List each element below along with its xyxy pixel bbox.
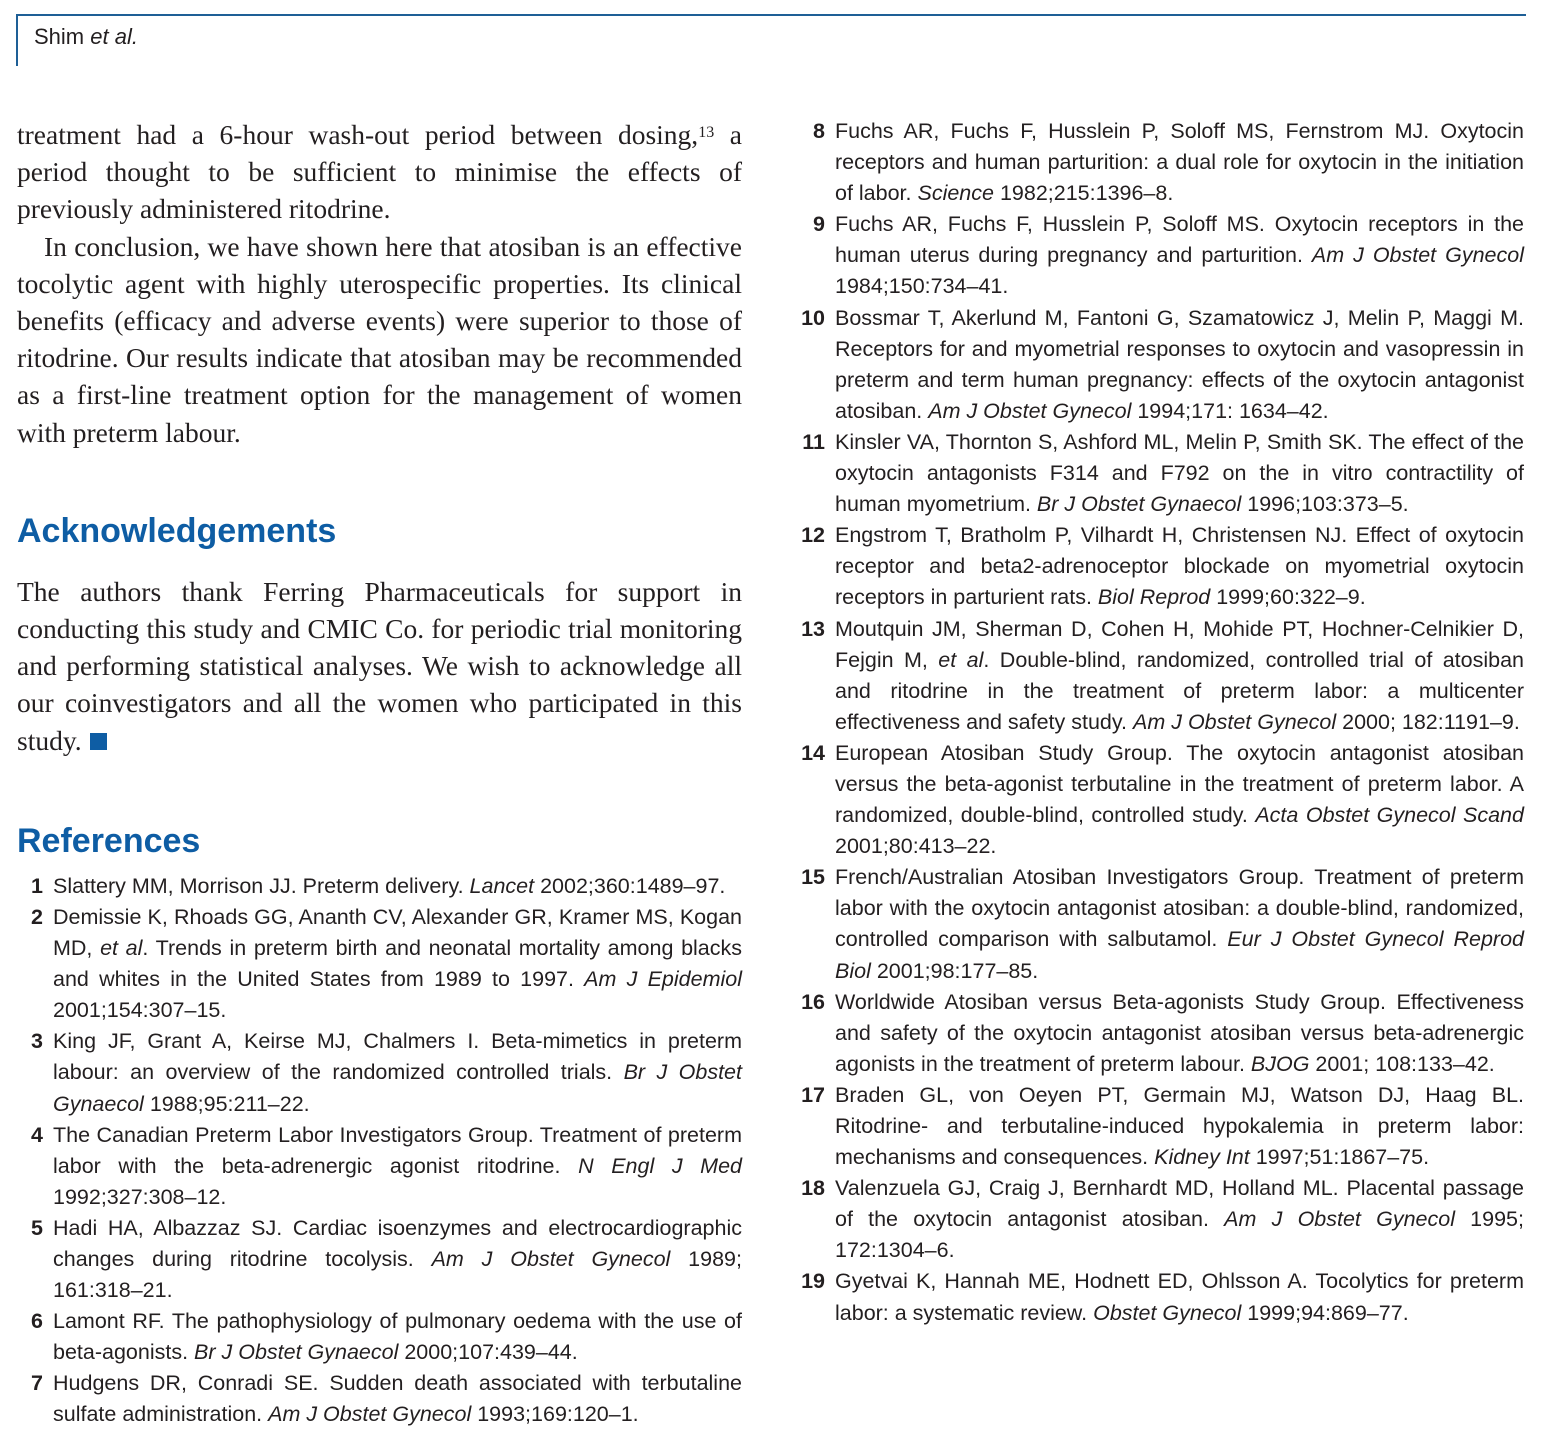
reference-text	[835, 303, 1524, 427]
reference-item	[797, 862, 1524, 986]
reference-post: 1995; 172:1304–6.	[835, 1207, 1524, 1263]
reference-mid: . Trends in preterm birth and neonatal mortality among blacks and whites in the United States from 1989 to 1997.	[53, 936, 743, 992]
reference-post: 2001;80:413–22.	[835, 834, 997, 859]
reference-text	[835, 209, 1524, 302]
reference-item	[17, 1213, 742, 1306]
reference-pre: Braden GL, von Oeyen PT, Germain MJ, Watson DJ, Haag BL. Ritodrine- and terbutaline-induced hypokalemia in preterm labor: mechanisms and consequences.	[835, 1082, 1524, 1170]
body-paragraph-1	[17, 116, 742, 228]
reference-pre: King JF, Grant A, Keirse MJ, Chalmers I. Beta-mimetics in preterm labour: an overview of the randomized controlled trials.	[53, 1029, 742, 1085]
reference-journal: Biol Reprod	[1097, 585, 1211, 610]
reference-journal: N Engl J Med	[578, 1153, 742, 1178]
reference-journal: Am J Obstet Gynecol	[1311, 243, 1524, 268]
reference-number: 5	[31, 1215, 43, 1240]
reference-pre: French/Australian Atosiban Investigators Group. Treatment of preterm labor with the oxytocin antagonist atosiban: a double-blind, randomized, controlled comparison with salbutamol.	[835, 865, 1524, 952]
reference-item	[797, 427, 1524, 520]
reference-text	[835, 1080, 1524, 1173]
reference-number: 13	[801, 616, 825, 641]
reference-number: 2	[31, 904, 43, 929]
reference-mid: . Double-blind, randomized, controlled trial of atosiban and ritodrine in the treatment of preterm labor: a multicenter effectiveness and safety study.	[835, 647, 1524, 734]
reference-text	[53, 1306, 742, 1368]
reference-post: 1994;171: 1634–42.	[1131, 398, 1329, 423]
reference-post: 2001; 108:133–42.	[1309, 1051, 1495, 1076]
reference-pre: European Atosiban Study Group. The oxytocin antagonist atosiban versus the beta-agonist terbutaline in the treatment of preterm labor. A randomized, double-blind, controlled study.	[835, 740, 1524, 828]
reference-number: 9	[813, 212, 825, 237]
running-header	[16, 14, 1526, 66]
reference-item	[17, 1368, 742, 1430]
reference-post: 1984;150:734–41.	[835, 274, 1009, 299]
reference-journal: Am J Obstet Gynecol	[431, 1246, 671, 1271]
reference-pre: Kinsler VA, Thornton S, Ashford ML, Melin P, Smith SK. The effect of the oxytocin antagonists F314 and F792 on the in vitro contractility of human myometrium.	[835, 429, 1524, 517]
reference-journal: Science	[917, 181, 994, 206]
right-column	[797, 116, 1524, 1329]
reference-pre: Fuchs AR, Fuchs F, Husslein P, Soloff MS, Fernstrom MJ. Oxytocin receptors and human parturition: a dual role for oxytocin in the initiation of labor.	[835, 119, 1524, 206]
reference-journal: BJOG	[1250, 1051, 1310, 1076]
reference-pre: Valenzuela GJ, Craig J, Bernhardt MD, Holland ML. Placental passage of the oxytocin antagonist atosiban.	[835, 1176, 1524, 1232]
reference-item	[797, 614, 1524, 738]
reference-journal: Am J Epidemiol	[584, 967, 742, 992]
reference-item	[797, 1266, 1524, 1328]
reference-text	[835, 987, 1524, 1080]
reference-number: 14	[801, 740, 825, 765]
reference-text	[53, 871, 742, 902]
reference-post: 1996;103:373–5.	[1241, 492, 1409, 517]
reference-item	[17, 902, 742, 1026]
reference-number: 4	[31, 1122, 43, 1147]
reference-item	[797, 738, 1524, 862]
reference-item	[797, 1080, 1524, 1173]
acknowledgements-text: The authors thank Ferring Pharmaceuticals for support in conducting this study and CMIC Co. for periodic trial monitoring and performing statistical analyses. We wish to acknowledge all our coinvestigators and all the women who participated in this study.	[17, 575, 742, 756]
reference-item	[17, 1306, 742, 1368]
reference-text	[53, 1368, 742, 1430]
reference-number: 1	[31, 873, 43, 898]
reference-text	[835, 116, 1524, 209]
header-author: Shim	[34, 24, 85, 49]
reference-journal: Br J Obstet Gynaecol	[1036, 492, 1242, 517]
references-heading: References	[17, 821, 201, 860]
reference-pre: Hadi HA, Albazzaz SJ. Cardiac isoenzymes and electrocardiographic changes during ritodrine tocolysis.	[53, 1215, 742, 1271]
reference-number: 17	[801, 1082, 825, 1107]
references-list-right	[797, 116, 1524, 1329]
acknowledgements-paragraph	[17, 573, 742, 759]
reference-number: 12	[801, 523, 825, 548]
reference-item	[17, 1026, 742, 1119]
reference-text	[835, 738, 1524, 862]
reference-number: 8	[813, 119, 825, 143]
reference-journal: Eur J Obstet Gynecol Reprod Biol	[835, 927, 1524, 983]
reference-item	[797, 987, 1524, 1080]
reference-pre: Fuchs AR, Fuchs F, Husslein P, Soloff MS. Oxytocin receptors in the human uterus during pregnancy and parturition.	[835, 212, 1524, 268]
reference-post: 1989; 161:318–21.	[53, 1246, 742, 1303]
reference-number: 16	[801, 989, 825, 1014]
reference-post: 1982;215:1396–8.	[993, 181, 1174, 206]
reference-pre: Lamont RF. The pathophysiology of pulmonary oedema with the use of beta-agonists.	[53, 1309, 742, 1365]
reference-post: 2001;98:177–85.	[870, 958, 1039, 983]
reference-journal: Br J Obstet Gynaecol	[194, 1340, 399, 1365]
reference-text	[53, 902, 742, 1026]
reference-number: 19	[801, 1269, 825, 1294]
references-list-left	[17, 871, 742, 1431]
reference-post: 2000; 182:1191–9.	[1336, 709, 1520, 734]
reference-post: 2000;107:439–44.	[398, 1340, 578, 1365]
reference-post: 1999;94:869–77.	[1241, 1300, 1409, 1325]
reference-number: 3	[31, 1029, 43, 1054]
reference-text	[53, 1213, 742, 1306]
reference-text	[835, 1266, 1524, 1328]
reference-number: 11	[802, 429, 825, 454]
reference-text	[835, 520, 1524, 613]
body-paragraph-2: In conclusion, we have shown here that atosiban is an effective tocolytic agent with highly uterospecific properties. Its clinical benefits (efficacy and adverse events) were superior to those of ritodrine. Our results indicate that atosiban may be recommended as a first-line treatment option for the management of women with preterm labour.	[17, 230, 742, 448]
reference-item	[797, 116, 1524, 209]
reference-text	[835, 614, 1524, 738]
reference-number: 6	[31, 1309, 43, 1334]
reference-etal: et al	[100, 936, 143, 961]
reference-text	[53, 1026, 742, 1119]
reference-journal: Am J Obstet Gynecol	[928, 398, 1132, 423]
reference-journal: Am J Obstet Gynecol	[268, 1402, 472, 1427]
reference-post: 1992;327:308–12.	[53, 1184, 227, 1209]
running-header-authors	[34, 24, 138, 50]
reference-pre: Slattery MM, Morrison JJ. Preterm delivery.	[53, 873, 470, 898]
acknowledgements-heading: Acknowledgements	[17, 511, 337, 550]
citation-superscript: 13	[698, 124, 715, 141]
reference-pre: The Canadian Preterm Labor Investigators Group. Treatment of preterm labor with the beta-adrenergic agonist ritodrine.	[53, 1122, 742, 1178]
end-of-article-square-icon	[90, 733, 107, 750]
reference-pre: Engstrom T, Bratholm P, Vilhardt H, Christensen NJ. Effect of oxytocin receptor and beta2-adrenoceptor blockade on myometrial oxytocin receptors in parturient rats.	[835, 523, 1524, 610]
reference-text	[835, 862, 1524, 986]
reference-item	[17, 871, 742, 902]
reference-journal: Obstet Gynecol	[1093, 1300, 1242, 1325]
left-column	[17, 116, 742, 1431]
reference-pre: Hudgens DR, Conradi SE. Sudden death associated with terbutaline sulfate administration.	[53, 1371, 742, 1427]
reference-item	[17, 1120, 742, 1213]
reference-journal: Br J Obstet Gynaecol	[53, 1060, 742, 1116]
reference-item	[797, 209, 1524, 302]
reference-post: 2001;154:307–15.	[53, 998, 227, 1023]
reference-text	[835, 1173, 1524, 1266]
reference-number: 18	[801, 1176, 825, 1201]
reference-item	[797, 1173, 1524, 1266]
reference-number: 15	[801, 865, 825, 890]
header-et-al: et al.	[90, 24, 138, 49]
reference-text	[53, 1120, 742, 1213]
reference-journal: Am J Obstet Gynecol	[1224, 1207, 1455, 1232]
reference-pre: Worldwide Atosiban versus Beta-agonists Study Group. Effectiveness and safety of the oxytocin antagonist atosiban versus beta-adrenergic agonists in the treatment of preterm labour.	[835, 989, 1524, 1076]
reference-item	[797, 520, 1524, 613]
reference-pre: Moutquin JM, Sherman D, Cohen H, Mohide PT, Hochner-Celnikier D, Fejgin M,	[835, 616, 1524, 672]
reference-post: 1999;60:322–9.	[1210, 585, 1366, 610]
reference-post: 1988;95:211–22.	[143, 1091, 310, 1116]
reference-pre: Demissie K, Rhoads GG, Ananth CV, Alexander GR, Kramer MS, Kogan MD,	[53, 904, 742, 961]
reference-number: 7	[31, 1371, 43, 1396]
reference-pre: Gyetvai K, Hannah ME, Hodnett ED, Ohlsson A. Tocolytics for preterm labor: a systematic review.	[835, 1269, 1524, 1325]
reference-number: 10	[801, 305, 825, 330]
reference-post: 1993;169:120–1.	[471, 1402, 639, 1427]
body-paragraph-1-text: treatment had a 6-hour wash-out period between dosing,	[17, 119, 699, 150]
reference-journal: Kidney Int	[1154, 1145, 1250, 1170]
reference-etal: et al	[938, 647, 984, 672]
reference-post: 1997;51:1867–75.	[1249, 1145, 1430, 1170]
body-paragraph-1-tail: a period thought to be sufficient to minimise the effects of previously administered ritodrine.	[17, 119, 743, 225]
reference-journal: Acta Obstet Gynecol Scand	[1255, 803, 1524, 828]
reference-pre: Bossmar T, Akerlund M, Fantoni G, Szamatowicz J, Melin P, Maggi M. Receptors for and myometrial responses to oxytocin and vasopressin in preterm and term human pregnancy: effects of the oxytocin antagonist atosiban.	[835, 305, 1524, 423]
reference-text	[835, 427, 1524, 520]
reference-post: 2002;360:1489–97.	[534, 873, 726, 898]
reference-journal: Lancet	[469, 873, 535, 898]
reference-item	[797, 303, 1524, 427]
reference-journal: Am J Obstet Gynecol	[1133, 709, 1337, 734]
